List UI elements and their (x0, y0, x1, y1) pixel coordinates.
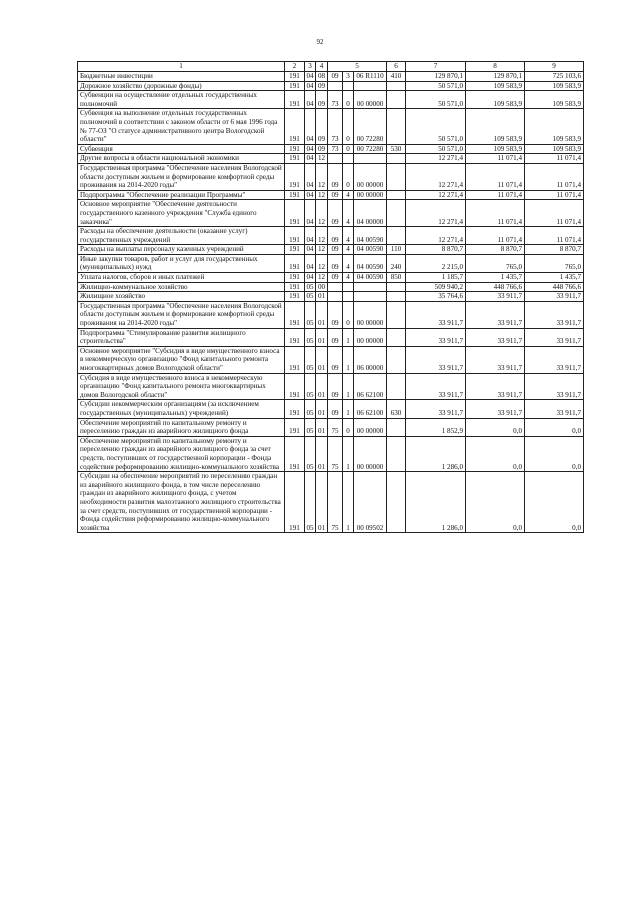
amount-col-8: 109 583,9 (466, 109, 525, 144)
table-row (78, 72, 584, 82)
amount-col-7: 33 911,7 (406, 301, 466, 328)
code-section: 05 (306, 282, 314, 291)
amount-col-8: 33 911,7 (466, 328, 525, 346)
amount-col-7: 35 764,6 (406, 292, 466, 302)
code-program (328, 81, 343, 91)
code-ministry: 191 (285, 91, 305, 109)
code-subsection: 12 (316, 163, 328, 190)
amount-col-8: 11 071,4 (466, 190, 525, 200)
row-name: Уплата налогов, сборов и иных платежей (78, 273, 285, 283)
code-subsection: 01 (316, 418, 328, 436)
amount-col-9: 33 911,7 (525, 346, 584, 373)
code-section: 04 (306, 81, 314, 90)
header-cell: 1 (78, 62, 285, 72)
row-name: Расходы на выплаты персоналу казенных учреждений (78, 245, 285, 255)
code-program: 09 (328, 227, 343, 245)
amount-col-8: 33 911,7 (466, 301, 525, 328)
code-subsection: 12 (316, 190, 328, 200)
code-subprogram: 1 (343, 346, 354, 373)
amount-col-9: 109 583,9 (525, 81, 584, 91)
page-number: 92 (316, 38, 324, 46)
header-cell: 9 (525, 62, 584, 72)
amount-col-8: 8 870,7 (466, 245, 525, 255)
code-subprogram (343, 282, 354, 292)
code-article (354, 81, 387, 91)
amount-col-9: 33 911,7 (525, 301, 584, 328)
code-section: 04 (305, 109, 316, 144)
amount-col-9: 448 766,6 (525, 282, 584, 292)
table-row (78, 254, 584, 272)
code-ministry: 191 (285, 472, 305, 533)
code-subsection: 09 (316, 109, 328, 144)
code-subprogram: 4 (343, 245, 354, 255)
row-name: Основное мероприятие "Субсидия в виде имущественного взноса в некоммерческую организацию "Фонд капитального ремонта многоквартирных домов Вологодской области" (78, 346, 285, 373)
amount-col-7: 50 571,0 (406, 81, 466, 91)
amount-col-7: 129 870,1 (406, 72, 466, 82)
code-program: 09 (328, 373, 343, 400)
amount-col-8: 33 911,7 (466, 346, 525, 373)
code-subsection: 01 (316, 400, 328, 418)
code-section: 04 (305, 227, 316, 245)
code-expense-type (387, 472, 406, 533)
amount-col-9: 11 071,4 (525, 190, 584, 200)
code-program (328, 154, 343, 164)
amount-col-7: 2 215,0 (406, 254, 466, 272)
code-article: 04 00000 (354, 200, 387, 227)
header-cell: 6 (387, 62, 406, 72)
amount-col-7: 12 271,4 (406, 163, 466, 190)
table-row (78, 282, 584, 292)
amount-col-9: 11 071,4 (525, 227, 584, 245)
amount-col-7: 50 571,0 (406, 144, 466, 154)
amount-col-8: 129 870,1 (466, 72, 525, 82)
code-article: 04 00590 (354, 273, 387, 283)
amount-col-8: 11 071,4 (466, 163, 525, 190)
code-program (328, 292, 343, 302)
amount-col-8: 33 911,7 (466, 373, 525, 400)
code-subsection: 01 (316, 436, 328, 471)
table-row (78, 109, 584, 144)
code-subprogram: 0 (343, 91, 354, 109)
amount-col-9: 725 103,6 (525, 72, 584, 82)
amount-col-8: 11 071,4 (466, 200, 525, 227)
code-subsection: 09 (316, 144, 328, 154)
code-ministry: 191 (285, 292, 305, 302)
code-article: 00 00000 (354, 190, 387, 200)
code-ministry: 191 (285, 154, 305, 164)
code-ministry: 191 (285, 254, 305, 272)
code-expense-type (387, 154, 406, 164)
amount-col-8: 0,0 (466, 436, 525, 471)
table-row (78, 373, 584, 400)
amount-col-7: 1 852,9 (406, 418, 466, 436)
row-name: Государственная программа "Обеспечение населения Вологодской области доступным жильем и формирование комфортной среды проживания на 2014-2020 годы" (78, 163, 285, 190)
row-name: Подпрограмма "Обеспечение реализации Программы" (78, 190, 285, 200)
code-subprogram: 1 (343, 400, 354, 418)
code-article: 00 72280 (354, 144, 387, 154)
amount-col-7: 33 911,7 (406, 400, 466, 418)
table-row (78, 418, 584, 436)
code-subsection: 12 (316, 273, 328, 283)
table-row (78, 144, 584, 154)
code-ministry: 191 (285, 72, 305, 82)
amount-col-7: 8 870,7 (406, 245, 466, 255)
code-section: 04 (306, 72, 314, 80)
amount-col-9: 0,0 (525, 472, 584, 533)
code-program (328, 282, 343, 292)
code-article: 06 R1110 (354, 72, 387, 82)
code-subprogram (343, 81, 354, 91)
header-cell: 3 (305, 62, 316, 72)
amount-col-7: 33 911,7 (406, 373, 466, 400)
amount-col-7: 1 185,7 (406, 273, 466, 283)
header-row (78, 62, 584, 72)
row-name: Обеспечение мероприятий по капитальному ремонту и переселению граждан из аварийного жилищного фонда (78, 418, 285, 436)
header-cell: 7 (406, 62, 466, 72)
code-ministry: 191 (285, 436, 305, 471)
code-subprogram: 0 (343, 163, 354, 190)
code-subsection: 12 (316, 154, 328, 164)
code-subprogram: 1 (343, 436, 354, 471)
header-cell: 4 (316, 62, 328, 72)
table-row (78, 301, 584, 328)
code-program: 09 (328, 400, 343, 418)
amount-col-9: 33 911,7 (525, 400, 584, 418)
amount-col-8: 11 071,4 (466, 227, 525, 245)
amount-col-9: 109 583,9 (525, 144, 584, 154)
code-program: 75 (328, 472, 343, 533)
amount-col-9: 109 583,9 (525, 91, 584, 109)
code-subprogram: 0 (343, 109, 354, 144)
code-section: 04 (305, 200, 316, 227)
amount-col-7: 1 286,0 (406, 436, 466, 471)
code-section: 04 (306, 190, 314, 199)
code-program: 09 (328, 301, 343, 328)
code-program: 75 (328, 418, 343, 436)
amount-col-7: 1 286,0 (406, 472, 466, 533)
table-row (78, 472, 584, 533)
code-expense-type (387, 200, 406, 227)
code-subsection: 09 (316, 81, 328, 91)
amount-col-7: 12 271,4 (406, 200, 466, 227)
code-ministry: 191 (285, 328, 305, 346)
code-expense-type: 410 (387, 72, 406, 82)
code-expense-type: 530 (387, 144, 406, 154)
code-subprogram (343, 292, 354, 302)
amount-col-8: 33 911,7 (466, 292, 525, 302)
row-name: Иные закупки товаров, работ и услуг для государственных (муниципальных) нужд (78, 254, 285, 272)
row-name: Субсидия в виде имущественного взноса в некоммерческую организацию "Фонд капитального ремонта многоквартирных домов Вологодской области" (78, 373, 285, 400)
amount-col-9: 0,0 (525, 436, 584, 471)
code-article: 00 72280 (354, 109, 387, 144)
header-cell: 2 (285, 62, 305, 72)
code-section: 05 (305, 301, 316, 328)
row-name: Субсидии на обеспечение мероприятий по переселению граждан из аварийного жилищного фонда, в том числе переселению граждан из аварийного жилищного фонда, с учетом необходимости развития малоэтажного жилищного строительства за счет средств, поступивших от государственной корпорации - Фонда содействия реформированию жилищно-коммунального хозяйства (78, 472, 285, 533)
amount-col-8: 1 435,7 (466, 273, 525, 283)
table-row (78, 190, 584, 200)
code-ministry: 191 (285, 346, 305, 373)
code-program: 09 (328, 245, 343, 255)
code-program: 09 (328, 163, 343, 190)
code-program: 75 (328, 436, 343, 471)
code-article: 00 00000 (354, 301, 387, 328)
code-subsection: 01 (316, 346, 328, 373)
code-article: 04 00590 (354, 227, 387, 245)
table-row (78, 346, 584, 373)
code-section: 05 (305, 373, 316, 400)
code-section: 04 (306, 154, 314, 163)
code-ministry: 191 (285, 200, 305, 227)
code-section: 05 (305, 400, 316, 418)
code-program: 09 (328, 72, 343, 82)
code-expense-type (387, 373, 406, 400)
code-ministry: 191 (285, 400, 305, 418)
amount-col-8: 109 583,9 (466, 81, 525, 91)
amount-col-9: 765,0 (525, 254, 584, 272)
code-section: 05 (305, 436, 316, 471)
row-name: Другие вопросы в области национальной экономики (78, 154, 285, 164)
table-row (78, 436, 584, 471)
table-row (78, 400, 584, 418)
code-subprogram: 1 (343, 472, 354, 533)
code-article: 00 00000 (354, 418, 387, 436)
code-article: 00 09502 (354, 472, 387, 533)
code-subprogram: 0 (343, 418, 354, 436)
code-ministry: 191 (285, 163, 305, 190)
amount-col-8: 33 911,7 (466, 400, 525, 418)
code-section: 04 (305, 163, 316, 190)
code-section: 04 (305, 254, 316, 272)
code-article: 00 00000 (354, 328, 387, 346)
amount-col-8: 0,0 (466, 472, 525, 533)
row-name: Бюджетные инвестиции (78, 72, 285, 82)
code-subsection: 12 (316, 245, 328, 255)
code-subsection: 12 (316, 227, 328, 245)
code-subprogram: 4 (343, 227, 354, 245)
row-name: Подпрограмма "Стимулирование развития жилищного строительства" (78, 328, 285, 346)
code-program: 09 (328, 254, 343, 272)
code-article: 06 62100 (354, 400, 387, 418)
row-name: Жилищное хозяйство (78, 292, 285, 302)
amount-col-9: 0,0 (525, 418, 584, 436)
code-article (354, 154, 387, 164)
code-ministry: 191 (285, 273, 305, 283)
amount-col-8: 448 766,6 (466, 282, 525, 292)
code-article: 06 62100 (354, 373, 387, 400)
amount-col-9: 1 435,7 (525, 273, 584, 283)
code-expense-type (387, 109, 406, 144)
code-subprogram: 1 (343, 373, 354, 400)
code-expense-type: 850 (387, 273, 406, 283)
code-expense-type (387, 190, 406, 200)
code-section: 05 (305, 346, 316, 373)
code-subsection: 09 (316, 91, 328, 109)
code-subsection: 08 (316, 72, 328, 82)
code-article: 00 00000 (354, 91, 387, 109)
amount-col-7: 12 271,4 (406, 190, 466, 200)
code-expense-type (387, 301, 406, 328)
amount-col-8: 0,0 (466, 418, 525, 436)
code-subsection: 12 (316, 254, 328, 272)
code-article: 04 00590 (354, 254, 387, 272)
code-expense-type (387, 436, 406, 471)
code-article (354, 282, 387, 292)
amount-col-9: 33 911,7 (525, 292, 584, 302)
row-name: Дорожное хозяйство (дорожные фонды) (78, 81, 285, 91)
amount-col-8: 11 071,4 (466, 154, 525, 164)
code-article: 00 00000 (354, 436, 387, 471)
code-section: 05 (305, 472, 316, 533)
code-section: 05 (305, 328, 316, 346)
code-subsection: 01 (316, 292, 328, 302)
code-subprogram: 1 (343, 328, 354, 346)
row-name: Государственная программа "Обеспечение населения Вологодской области доступным жильем и формирование комфортной среды проживания на 2014-2020 годы" (78, 301, 285, 328)
row-name: Основное мероприятие "Обеспечение деятельности государственного казенного учреждения "Служба единого заказчика" (78, 200, 285, 227)
code-expense-type (387, 282, 406, 292)
amount-col-9: 33 911,7 (525, 328, 584, 346)
code-section: 04 (306, 273, 314, 282)
amount-col-8: 109 583,9 (466, 144, 525, 154)
code-article: 06 00000 (354, 346, 387, 373)
code-section: 04 (306, 245, 314, 254)
amount-col-9: 11 071,4 (525, 154, 584, 164)
table-row (78, 163, 584, 190)
code-expense-type (387, 163, 406, 190)
code-subsection: 12 (316, 200, 328, 227)
row-name: Субвенции на осуществление отдельных государственных полномочий (78, 91, 285, 109)
amount-col-7: 509 940,2 (406, 282, 466, 292)
code-program: 09 (328, 200, 343, 227)
amount-col-7: 33 911,7 (406, 328, 466, 346)
header-cell: 5 (328, 62, 387, 72)
code-ministry: 191 (285, 227, 305, 245)
code-ministry: 191 (285, 301, 305, 328)
code-article: 00 00000 (354, 163, 387, 190)
amount-col-9: 8 870,7 (525, 245, 584, 255)
code-section: 05 (306, 292, 314, 301)
row-name: Расходы на обеспечение деятельности (оказание услуг) государственных учреждений (78, 227, 285, 245)
amount-col-7: 12 271,4 (406, 154, 466, 164)
code-subsection: 01 (316, 373, 328, 400)
amount-col-7: 50 571,0 (406, 109, 466, 144)
code-section: 05 (305, 418, 316, 436)
code-expense-type (387, 418, 406, 436)
amount-col-8: 109 583,9 (466, 91, 525, 109)
code-program: 73 (328, 109, 343, 144)
code-expense-type (387, 328, 406, 346)
code-ministry: 191 (285, 109, 305, 144)
code-subsection: 01 (316, 328, 328, 346)
code-subprogram: 0 (343, 301, 354, 328)
code-section: 04 (305, 91, 316, 109)
table-row (78, 245, 584, 255)
code-ministry: 191 (285, 245, 305, 255)
code-subprogram: 4 (343, 190, 354, 200)
code-ministry: 191 (285, 81, 305, 91)
code-subprogram: 4 (343, 254, 354, 272)
header-cell: 8 (466, 62, 525, 72)
code-program: 73 (328, 144, 343, 154)
amount-col-9: 33 911,7 (525, 373, 584, 400)
code-program: 73 (328, 91, 343, 109)
row-name: Субвенция (78, 144, 285, 154)
budget-table (77, 61, 584, 533)
row-name: Обеспечение мероприятий по капитальному ремонту и переселению граждан из аварийного жилищного фонда за счет средств, поступивших от государственной корпорации - Фонда содействия реформированию жилищно-коммунального хозяйства (78, 436, 285, 471)
code-article: 04 00590 (354, 245, 387, 255)
amount-col-9: 109 583,9 (525, 109, 584, 144)
code-program: 09 (328, 346, 343, 373)
code-subsection: 01 (316, 472, 328, 533)
code-subprogram: 0 (343, 144, 354, 154)
code-subprogram: 4 (343, 200, 354, 227)
amount-col-8: 765,0 (466, 254, 525, 272)
table-row (78, 273, 584, 283)
code-expense-type: 110 (387, 245, 406, 255)
amount-col-9: 11 071,4 (525, 163, 584, 190)
table-row (78, 227, 584, 245)
code-expense-type (387, 227, 406, 245)
code-program: 09 (328, 190, 343, 200)
code-section: 04 (306, 144, 314, 153)
code-ministry: 191 (285, 190, 305, 200)
amount-col-7: 50 571,0 (406, 91, 466, 109)
table-row (78, 200, 584, 227)
table-row (78, 292, 584, 302)
table-row (78, 81, 584, 91)
table-row (78, 154, 584, 164)
amount-col-7: 12 271,4 (406, 227, 466, 245)
code-subsection: 01 (316, 301, 328, 328)
table-row (78, 91, 584, 109)
code-subprogram (343, 154, 354, 164)
code-ministry: 191 (285, 282, 305, 292)
code-expense-type: 630 (387, 400, 406, 418)
amount-col-9: 11 071,4 (525, 200, 584, 227)
code-expense-type (387, 292, 406, 302)
code-expense-type (387, 81, 406, 91)
row-name: Субвенция на выполнение отдельных государственных полномочий в соответствии с законом области от 6 мая 1996 года № 77-ОЗ "О статусе административного центра Вологодской области" (78, 109, 285, 144)
code-subprogram: 3 (343, 72, 354, 82)
code-ministry: 191 (285, 373, 305, 400)
code-expense-type (387, 346, 406, 373)
code-expense-type (387, 91, 406, 109)
code-expense-type: 240 (387, 254, 406, 272)
code-article (354, 292, 387, 302)
code-subprogram: 4 (343, 273, 354, 283)
amount-col-7: 33 911,7 (406, 346, 466, 373)
row-name: Жилищно-коммунальное хозяйство (78, 282, 285, 292)
code-ministry: 191 (285, 144, 305, 154)
code-subsection: 00 (316, 282, 328, 292)
row-name: Субсидии некоммерческим организациям (за исключением государственных (муниципальных) учреждений) (78, 400, 285, 418)
code-program: 09 (328, 328, 343, 346)
code-program: 09 (328, 273, 343, 283)
table-row (78, 328, 584, 346)
code-ministry: 191 (285, 418, 305, 436)
